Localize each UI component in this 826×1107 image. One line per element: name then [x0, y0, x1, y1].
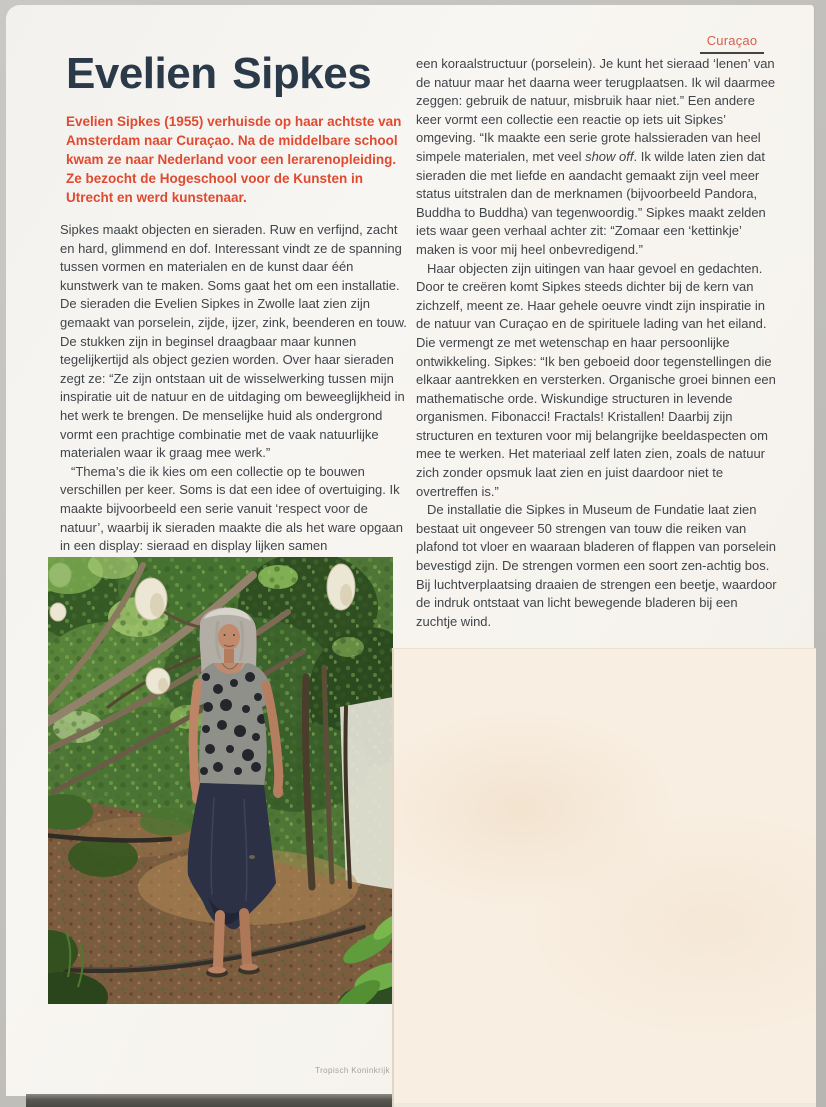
paragraph: De installatie die Sipkes in Museum de Fundatie laat zien bestaat uit ongeveer 50 strengen van touw die reiken van plafond tot vloer en waaraan bladeren of flappen van porselein bevestigd zijn. De strengen vormen een soort zen-achtig bos. Bij luchtverplaatsing draaien de strengen een beetje, waardoor de indruk ontstaat van licht bewegende bladeren bij een zuchtje wind. — [416, 502, 777, 629]
right-column — [416, 55, 782, 631]
article-title: Evelien Sipkes — [66, 49, 372, 98]
section-header-rule — [700, 52, 764, 54]
scan-edge-shadow — [26, 1094, 392, 1107]
paragraph — [416, 55, 782, 260]
paragraph: Sipkes maakt objecten en sieraden. Ruw en verfijnd, zacht en hard, glimmend en dof. Interessant vindt ze de spanning tussen vormen en materialen en de kunst daar één kunstwerk van te maken. Soms gaat het om een installatie. De sieraden die Evelien Sipkes in Zwolle laat zien zijn gemaakt van porselein, zijde, ijzer, zink, beenderen en touw. De stukken zijn in beginsel draagbaar maar kunnen tegelijkertijd als object gezien worden. Over haar sieraden zegt ze: “Ze zijn ontstaan uit de wisselwerking tussen mijn inspiratie uit de natuur en de uitdaging om beweeglijkheid in het werk te brengen. De menselijke huid als ondergrond vormt een prachtige combinatie met de vaak natuurlijke materialen waar ik graag mee werk.” — [60, 222, 407, 461]
portrait-photo — [48, 557, 393, 1004]
underlay-sheet — [392, 648, 816, 1107]
paragraph-text: een koraalstructuur (porselein). Je kunt het sieraad ‘lenen’ van de natuur maar het daarna weer terugplaatsen. Ik wil daarmee zeggen: gebruik de natuur, misbruik haar niet.” Een andere keer vormt een collectie een reactie op iets uit Sipkes’ omgeving. “Ik maakte een serie grote halssieraden van heel simpele materialen, met veel — [416, 56, 776, 164]
paragraph: “Thema’s die ik kies om een collectie op te bouwen verschillen per keer. Soms is dat een idee of overtuiging. Ik maakte bijvoorbeeld een serie vanuit ‘respect voor de natuur’, waarbij ik sieraden maakte die als het ware opgaan in een display: sieraad en display lijken samen — [60, 463, 404, 554]
paragraph: Haar objecten zijn uitingen van haar gevoel en gedachten. Door te creëren komt Sipkes steeds dichter bij de kern van zichzelf, meent ze. Haar gehele oeuvre vindt zijn inspiratie in de natuur van Curaçao en de spirituele lading van het eiland. Die vermengt ze met wetenschap en haar persoonlijke ontwikkeling. Sipkes: “Ik ben geboeid door tegenstellingen die elkaar aantrekken en versterken. Organische groei binnen een mathematische orde. Wiskundige structuren in levende organismen. Fibonacci! Fractals! Kristallen! Daarbij zijn structuren en texturen voor mij belangrijke beeldaspecten om mee te werken. Het materiaal zelf laten zien, zoals de natuur zich zonder opsmuk laat zien en juist daardoor niet te overtreffen is.” — [416, 260, 776, 499]
left-column — [60, 221, 409, 556]
underlay-sheet-edge — [394, 1103, 816, 1107]
italic-phrase: show off — [585, 148, 634, 164]
article-intro: Evelien Sipkes (1955) verhuisde op haar achtste van Amsterdam naar Curaçao. Na de middelbare school kwam ze naar Nederland voor een lerarenopleiding. Ze bezocht de Hogeschool voor de Kunsten in Utrecht en werd kunstenaar. — [66, 114, 402, 205]
paragraph-text: . Ik wilde laten zien dat sieraden die met liefde en aandacht gemaakt zijn veel meer status uitstralen dan de merknamen (bijvoorbeeld Pandora, Buddha to Buddha) van tegenwoordig.” Sipkes maakt zelden iets waar geen verhaal achter zit: “Zomaar een ‘kettinkje’ maken is voor mij heel onbevredigend.” — [416, 148, 766, 257]
garden-portrait-illustration — [48, 557, 393, 1004]
section-header-label: Curaçao — [706, 33, 758, 48]
section-header — [700, 33, 764, 54]
photo-caption: Tropisch Koninkrijk — [315, 1066, 390, 1075]
